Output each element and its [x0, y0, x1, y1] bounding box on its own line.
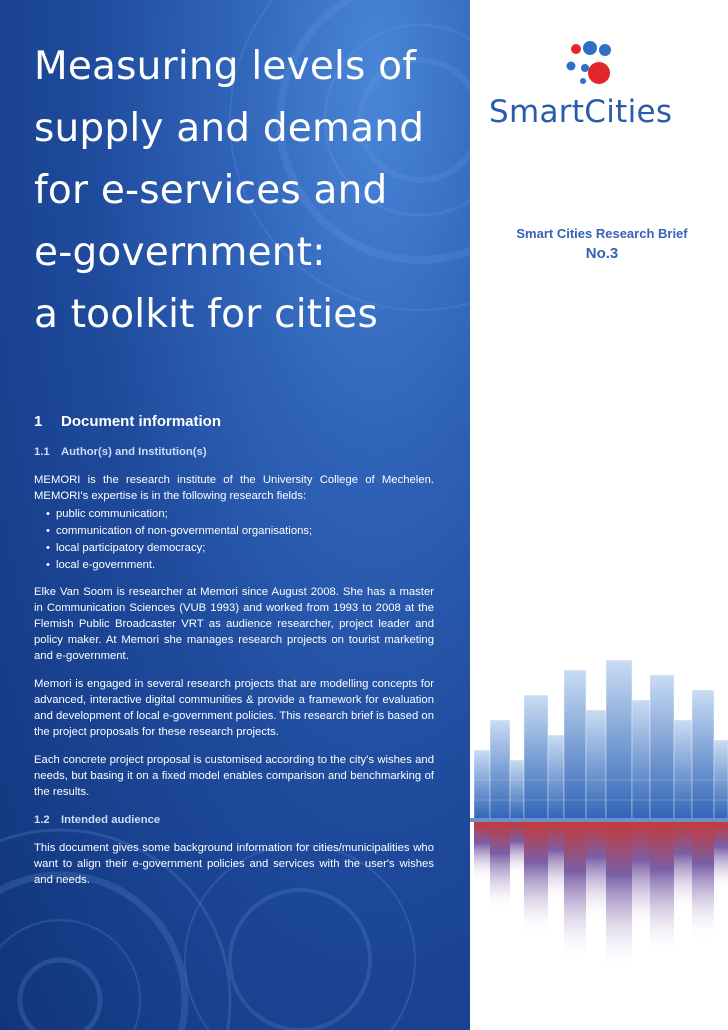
title-line: e-government: [34, 230, 326, 275]
city-skyline-illustration [470, 600, 728, 1030]
smartcities-logo [487, 36, 707, 136]
memori-intro-paragraph: MEMORI is the research institute of the University College of Mechelen. MEMORI's expertise is in the following research fields: [34, 474, 434, 502]
research-brief-label [496, 226, 708, 262]
subsection-heading [34, 812, 434, 828]
subsection-heading [34, 444, 434, 460]
section-title: Document information [61, 413, 221, 430]
research-projects-paragraph: Memori is engaged in several research projects that are modelling concepts for advanced, interactive digital communities & provide a framework for evaluation and development of local e-government policies. This research brief is based on the project proposals for these research projects. [34, 678, 434, 738]
brief-series-title: Smart Cities Research Brief [516, 226, 688, 241]
title-line: supply and demand [34, 106, 425, 151]
title-line: for e-services and [34, 168, 388, 213]
subsection-number: 1.2 [34, 814, 50, 826]
subsection-title: Author(s) and Institution(s) [61, 446, 207, 458]
list-item: • local e-government. [46, 557, 434, 574]
list-item: • public communication; [46, 506, 434, 523]
brief-number: No.3 [585, 245, 619, 262]
author-bio-paragraph: Elke Van Soom is researcher at Memori since August 2008. She has a master in Communication Sciences (VUB 1993) and worked from 1993 to 2008 at the Flemish Public Broadcaster VRT as audience researcher, project leader and policy maker. At Memori she manages research projects on tourist marketing and e-government. [34, 586, 434, 662]
audience-paragraph: This document gives some background information for cities/municipalities who want to align their e-government policies and services with the user's wishes and needs. [34, 842, 434, 886]
subsection-number: 1.1 [34, 446, 50, 458]
document-body [34, 414, 434, 900]
logo-dots-icon [487, 36, 707, 96]
section-number: 1 [34, 413, 43, 430]
brand-name: SmartCities [489, 94, 673, 130]
list-item: • communication of non-governmental organisations; [46, 523, 434, 540]
subsection-title: Intended audience [61, 814, 161, 826]
title-line: a toolkit for cities [34, 292, 378, 337]
document-title [34, 36, 454, 346]
research-fields-list [34, 506, 434, 574]
title-line: Measuring levels of [34, 44, 417, 89]
proposal-paragraph: Each concrete project proposal is customised according to the city's wishes and needs, but basing it on a fixed model enables comparison and benchmarking of the results. [34, 754, 434, 798]
section-heading [34, 414, 434, 430]
list-item: • local participatory democracy; [46, 540, 434, 557]
